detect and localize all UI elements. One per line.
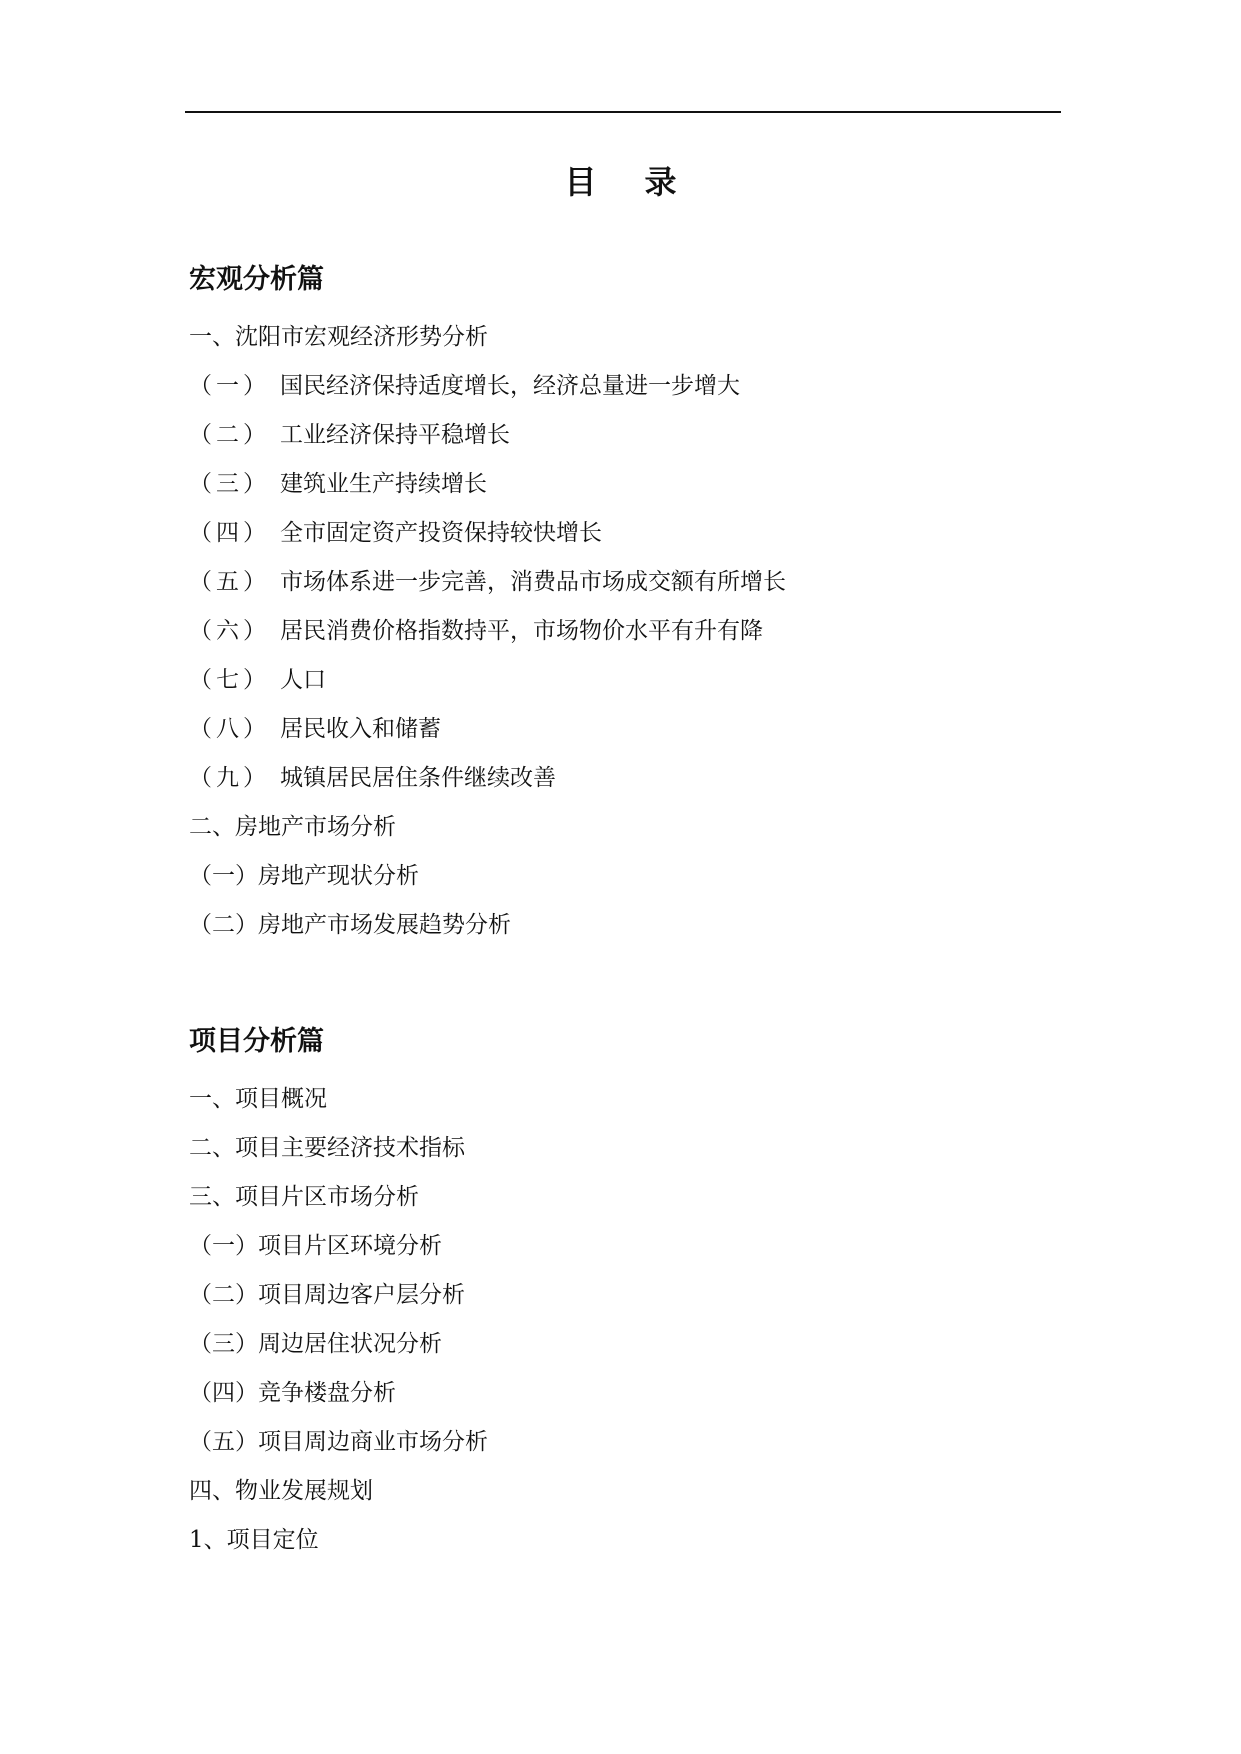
toc-entry[interactable] [189,861,786,910]
toc-entry-text: 房地产现状分析 [258,863,419,889]
toc-entry-number: （七） [189,667,270,693]
toc-entry[interactable] [189,371,786,420]
toc-entry[interactable] [189,518,786,567]
header-rule [185,111,1061,113]
toc-entry[interactable] [189,1084,488,1133]
toc-entry-text: 项目片区环境分析 [258,1233,442,1259]
toc-entry-number: （二） [189,1282,258,1308]
toc-entry-text: 房地产市场发展趋势分析 [258,912,511,938]
toc-entry-number: （五） [189,569,270,595]
toc-entry-number: （二） [189,912,258,938]
toc-entry-number: （六） [189,618,270,644]
toc-entry-text: 市场体系进一步完善，消费品市场成交额有所增长 [280,569,786,595]
toc-entry[interactable] [189,322,786,371]
toc-entry[interactable] [189,616,786,665]
toc-entry[interactable] [189,1378,488,1427]
toc-entry[interactable] [189,665,786,714]
toc-entry[interactable] [189,1329,488,1378]
toc-entry-text: 一、沈阳市宏观经济形势分析 [189,324,488,350]
toc-entry[interactable] [189,714,786,763]
toc-entry-text: 人口 [280,667,326,693]
toc-entry-text: 二、项目主要经济技术指标 [189,1135,465,1161]
toc-list-macro [189,322,786,959]
toc-entry-number: （五） [189,1429,258,1455]
toc-entry[interactable] [189,812,786,861]
toc-entry-number: （四） [189,1380,258,1406]
toc-entry[interactable] [189,910,786,959]
toc-entry[interactable] [189,1280,488,1329]
toc-entry-text: 周边居住状况分析 [258,1331,442,1357]
toc-entry-text: 居民消费价格指数持平，市场物价水平有升有降 [280,618,763,644]
toc-entry-number: （九） [189,765,270,791]
toc-entry-number: （三） [189,471,270,497]
toc-entry-number: （一） [189,373,270,399]
page-title-second: 录 [644,163,677,201]
section-heading-project: 项目分析篇 [189,1026,324,1057]
toc-entry-text: 城镇居民居住条件继续改善 [280,765,556,791]
toc-entry[interactable] [189,567,786,616]
section-heading-macro: 宏观分析篇 [189,264,324,295]
toc-entry-text: 二、房地产市场分析 [189,814,396,840]
toc-list-project [189,1084,488,1574]
toc-entry-text: 项目周边客户层分析 [258,1282,465,1308]
toc-entry-text: 1、项目定位 [189,1527,319,1553]
page-title-first: 目 [564,163,597,201]
toc-entry-number: （三） [189,1331,258,1357]
toc-entry[interactable] [189,1525,488,1574]
toc-entry-text: 工业经济保持平稳增长 [280,422,510,448]
toc-entry-number: （一） [189,1233,258,1259]
toc-entry-number: （四） [189,520,270,546]
toc-entry-text: 居民收入和储蓄 [280,716,441,742]
toc-entry[interactable] [189,469,786,518]
toc-entry-text: 一、项目概况 [189,1086,327,1112]
toc-entry[interactable] [189,1182,488,1231]
page-title [0,162,1241,202]
toc-entry[interactable] [189,1231,488,1280]
toc-entry-text: 竞争楼盘分析 [258,1380,396,1406]
toc-entry[interactable] [189,420,786,469]
toc-entry-number: （八） [189,716,270,742]
toc-entry-text: 三、项目片区市场分析 [189,1184,419,1210]
toc-entry-text: 项目周边商业市场分析 [258,1429,488,1455]
toc-entry[interactable] [189,763,786,812]
toc-entry-text: 四、物业发展规划 [189,1478,373,1504]
toc-entry[interactable] [189,1133,488,1182]
toc-entry[interactable] [189,1427,488,1476]
toc-entry-text: 全市固定资产投资保持较快增长 [280,520,602,546]
toc-entry-number: （二） [189,422,270,448]
toc-entry[interactable] [189,1476,488,1525]
toc-entry-text: 建筑业生产持续增长 [280,471,487,497]
toc-entry-text: 国民经济保持适度增长，经济总量进一步增大 [280,373,740,399]
toc-entry-number: （一） [189,863,258,889]
